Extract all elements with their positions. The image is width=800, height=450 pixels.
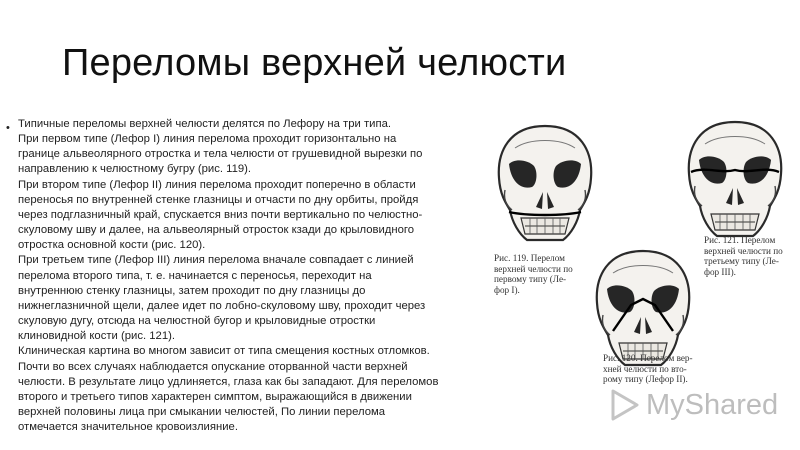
text-line: При первом типе (Лефор I) линия перелома проходит горизонтально на [18,133,397,146]
text-line: челюсти. В результате лицо удлиняется, глаза как бы западают. Для переломов [18,375,439,388]
bullet-marker: • [6,122,10,134]
text-line: направлению к челюстному бугру (рис. 119). [18,163,252,176]
slide-title: Переломы верхней челюсти [62,42,567,84]
skull-120-image [597,251,689,365]
text-line: Типичные переломы верхней челюсти делятся по Лефору на три типа. [18,118,391,130]
skull-121-image [689,122,781,236]
caption-119: Рис. 119. Перелом верхней челюсти по первому типу (Ле- фор I). [494,253,573,295]
text-line: внутреннюю стенку глазницы, затем проходит по дну глазницы до [18,284,366,297]
text-line: скуловому шву и далее, на альвеолярный отросток кзади до крыловидного [18,224,415,237]
text-line: При втором типе (Лефор II) линия перелома проходит поперечно в области [18,178,416,191]
skull-figure [480,100,785,430]
text-line: второго и третьего типов характерен симптом, выражающийся в движении [18,390,412,403]
skull-119-image [499,126,591,240]
text-line: Клиническая картина во многом зависит от типа смещения костных отломков. [18,345,430,358]
text-line: перелома второго типа, т. е. начинается с переносья, переходит на [18,269,372,282]
text-line: отмечается значительное кровоизлияние. [18,421,238,434]
text-line: нижнеглазничной щели, далее идет по лобно-скуловому шву, проходит через [18,299,426,312]
body-text [18,117,480,435]
text-line: клиновидной кости (рис. 121). [18,330,176,343]
text-line: переносья по внутренней стенке глазницы и отчасти по дну орбиты, пройдя [18,193,419,206]
text-line: При третьем типе (Лефор III) линия перелома вначале совпадает с линией [18,254,414,267]
text-line: границе альвеолярного отростка и тела челюсти от грушевидной вырезки по [18,148,423,161]
text-line: через подглазничный край, спускается вниз почти вертикально по челюстно- [18,208,423,221]
play-icon [606,388,640,422]
text-line: отростка основной кости (рис. 120). [18,239,206,252]
caption-121: Рис. 121. Перелом верхней челюсти по третьему типу (Ле- фор III). [704,235,783,277]
text-line: скуловую дугу, отсюда на челюстной бугор и крыловидные отростки [18,315,376,328]
myshared-watermark [606,385,778,425]
text-line: Почти во всех случаях наблюдается опускание оторванной части верхней [18,360,408,373]
text-line: верхней половины лица при смыкании челюстей, По линии перелома [18,405,386,418]
watermark-text: MyShared [646,388,779,421]
caption-120: Рис. 120. Перелом вер- хней челюсти по вто- рому типу (Лефор II). [603,353,693,385]
